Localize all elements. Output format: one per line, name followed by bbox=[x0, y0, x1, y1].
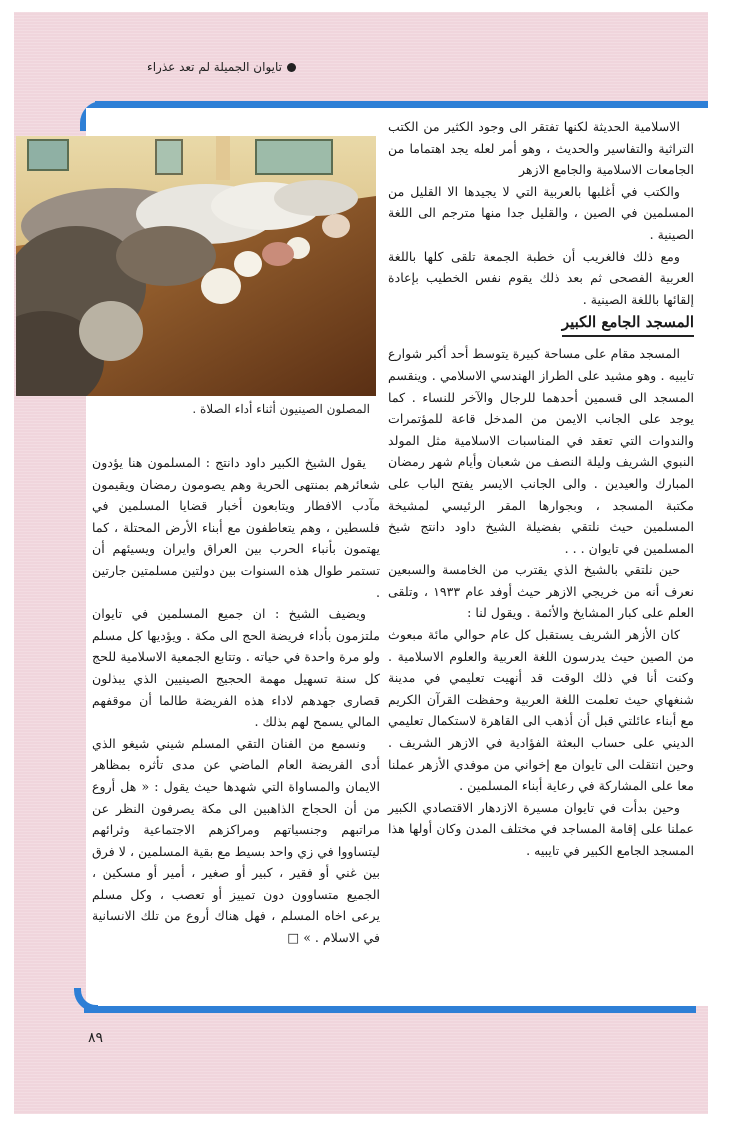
paragraph: الاسلامية الحديثة لكنها تفتقر الى وجود الكثير من الكتب التراثية والتفاسير والحديث ، وهو أمر لعله يجد اهتماما من الجامعات الاسلامية والجامع الازهر bbox=[388, 119, 694, 178]
running-header bbox=[147, 60, 296, 74]
paragraph: يقول الشيخ الكبير داود دانتج : المسلمون هنا يؤدون شعائرهم بمنتهى الحرية وهم يصومون رمضان ويقيمون مآدب الافطار ويتابعون أخبار قضايا المسلمين في فلسطين ، وهم يتعاطفون مع أبناء الأرض المحتلة ، كما يهتمون بأنباء الحرب بين العراق وايران ويسيئهم أن تستمر طوال هذه السنوات بين دولتين مسلمتين جارتين . bbox=[92, 455, 380, 600]
paragraph: المسجد مقام على مساحة كبيرة يتوسط أحد أكبر شوارع تايبيه . وهو مشيد على الطراز الهندسي الاسلامي . وينقسم المسجد الى قسمين أحدهما للرجال والآخر للنساء . كما يوجد على الجانب الايمن من المدخل قاعة للمؤتمرات والندوات التي تعقد في المناسبات الاسلامية مثل المولد النبوي الشريف وليلة النصف من شعبان وأيام شهر رمضان المبارك والعيدين . والى الجانب الايسر يفتح الباب على مكتبة المسجد ، وبجوارها المقر الرئيسي لمشيخة المسلمين حيث نلتقي بفضيلة الشيخ داود دانتج شيخ المسلمين في تايوان . . . bbox=[388, 346, 694, 556]
prayer-photo-image bbox=[16, 136, 376, 396]
paragraph: والكتب في أغلبها بالعربية التي لا يجيدها الا القليل من المسلمين في الصين ، والقليل جدا منها مترجم الى اللغة الصينية . bbox=[388, 183, 694, 242]
article-column-right bbox=[388, 116, 694, 862]
page-number: ٨٩ bbox=[88, 1030, 104, 1046]
paragraph: ونسمع من الفنان التقي المسلم شيني شيغو الذي أدى الفريضة العام الماضي عن مدى تأثره بمظاهر الايمان والمساواة التي شهدها حيث يقول : « هل أروع من أن الحجاج الذاهبين الى مكة يصرفون النظر عن مراتبهم وجنسياتهم ومراكزهم الاجتماعية وثرائهم ليتساووا في زي واحد بسيط مع بقية المسلمين ، لا فرق بين غني أو فقير ، كبير أو صغير ، أمير أو مسكين ، الجميع متساوون دون تمييز أو تعصب ، وكل مسلم يرعى اخاه المسلم ، فهل هناك أروع من تلك الانسانية في الاسلام . » □ bbox=[92, 735, 380, 946]
frame-bottom-bar bbox=[84, 1006, 696, 1013]
paragraph: وحين بدأت في تايوان مسيرة الازدهار الاقتصادي الكبير عملنا على إقامة المساجد في مختلف المدن وكان أولها هذا المسجد الجامع الكبير في تايبيه . bbox=[388, 799, 694, 858]
photo-caption: المصلون الصينيون أثناء أداء الصلاة . bbox=[192, 402, 370, 416]
paragraph: ومع ذلك فالغريب أن خطبة الجمعة تلقى كلها باللغة العربية الفصحى ثم بعد ذلك يقوم نفس الخطيب بإعادة إلقائها باللغة الصينية . bbox=[388, 248, 694, 307]
article-column-left bbox=[92, 452, 380, 949]
running-title: تايوان الجميلة لم تعد عذراء bbox=[147, 60, 282, 74]
section-heading: المسجد الجامع الكبير bbox=[562, 310, 694, 337]
bullet-icon bbox=[287, 63, 296, 72]
prayer-photo bbox=[16, 136, 376, 396]
paragraph: ويضيف الشيخ : ان جميع المسلمين في تايوان ملتزمون بأداء فريضة الحج الى مكة . ويؤديها كل مسلم ولو مرة واحدة في حياته . وتتابع الجمعية الاسلامية للحج كل سنة تسهيل مهمة الحجيج الصينيين الذي يبذلون قصارى جهدهم لاداء هذه الفريضة طالما أن موقفهم المالي يسمح لهم بذلك . bbox=[92, 606, 380, 730]
paragraph: كان الأزهر الشريف يستقبل كل عام حوالي مائة مبعوث من الصين حيث يدرسون اللغة العربية والعلوم الاسلامية . وكنت أنا في ذلك الوقت قد أنهيت تعليمي في مدينة شنغهاي حيث تعلمت اللغة العربية وحفظت القرآن الكريم مع أبناء عائلتي قبل أن أذهب الى القاهرة لاستكمال تعليمي الديني على حساب البعثة الفؤادية في الازهر الشريف . وحين انتقلت الى تايوان مع إخواني من موفدي الأزهر عملنا معا على المشاركة في رعاية أبناء المسلمين . bbox=[388, 627, 694, 794]
frame-top-bar bbox=[95, 101, 708, 108]
paragraph: حين نلتقي بالشيخ الذي يقترب من الخامسة والسبعين نعرف أنه من خريجي الازهر حيث أوفد عام ١٩٣٣ ، وتلقى العلم على كبار المشايخ والأئمة . ويقول لنا : bbox=[388, 562, 694, 621]
